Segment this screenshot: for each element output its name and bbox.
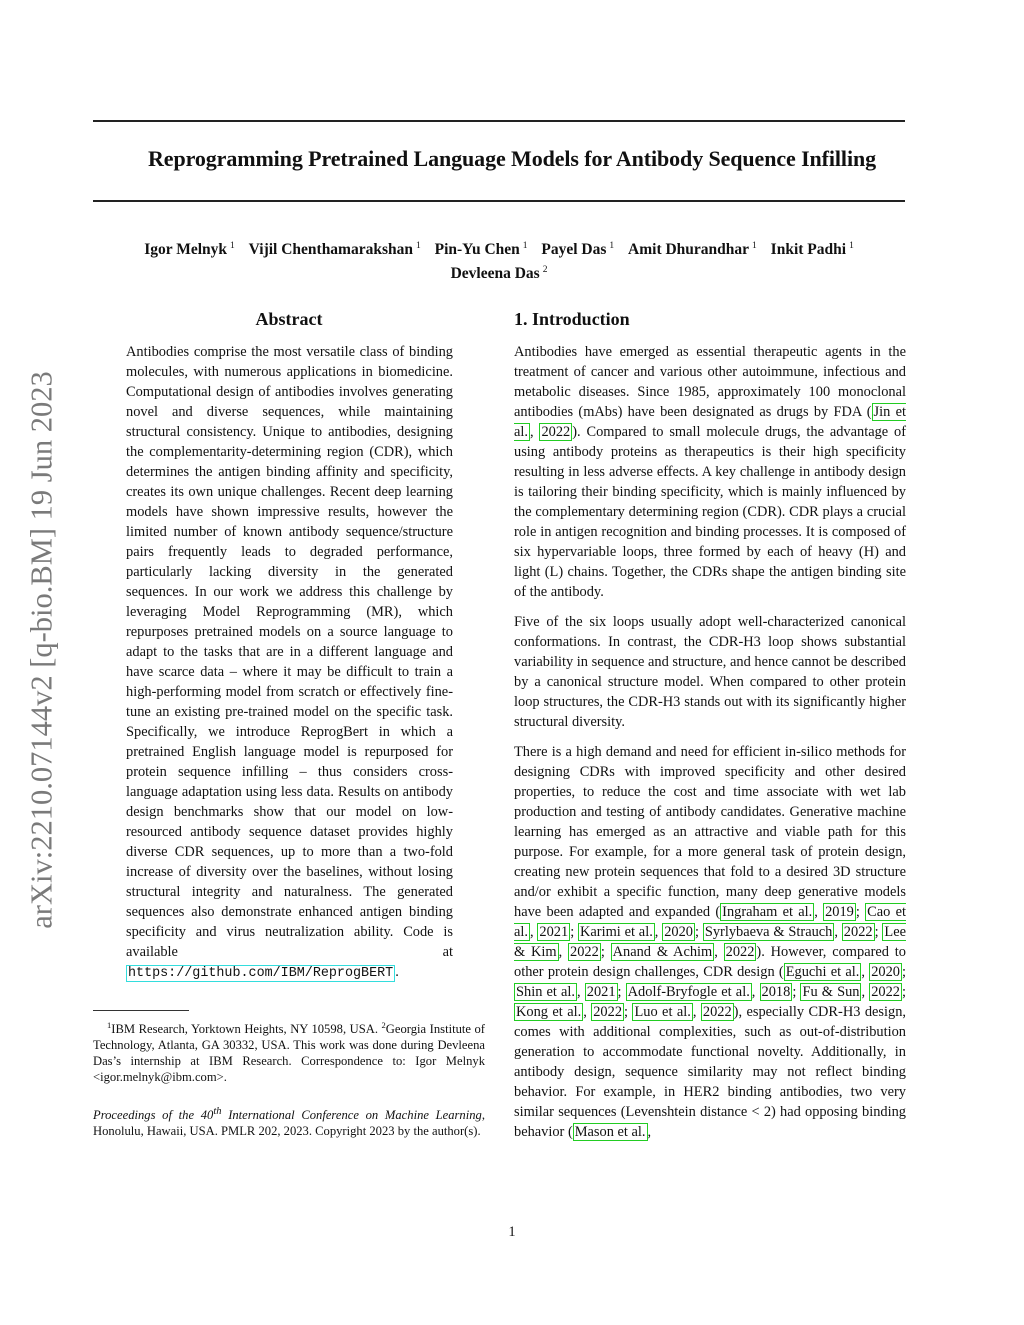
footnote-rule (93, 1010, 189, 1011)
title-bottom-rule (93, 200, 905, 202)
left-column (93, 306, 485, 1139)
intro-paragraph-3: There is a high demand and need for efficient in-silico methods for designing CDRs with improved specificity and other desired properties, to reduce the cost and time associate with wet lab production and testing of antibody candidates. Generative machine learning has emerged as an attractive and viable path for this purpose. For example, for a more general task of protein design, creating new protein sequences that fold to a desired 3D structure and/or exhibit a specific function, many deep generative models have been adapted and expanded ( Ingraham et al. , 2019 ; Cao et al. , 2021 ; Karimi et al. , 2020 ; Syrlybaeva & Strauch , 2022 ; Lee & Kim , 2022 ; Anand & Achim , 2022 ). However, compared to other protein design challenges, CDR design ( Eguchi et al. , 2020 ; Shin et al. , 2021 ; Adolf-Bryfogle et al. , 2018 ; Fu & Sun , 2022 ; Kong et al. , 2022 ; Luo et al. , 2022 ), especially CDR-H3 design, comes with additional complexities, such as out-of-distribution generation to accommodate functional novelty. Additionally, in antibody design, sequence similarity may not reflect binding behavior. For example, in HER2 binding antibodies, two very similar sequences (Levenshtein distance < 2) had opposing binding behavior ( Mason et al. , (514, 744, 907, 1140)
citation-link[interactable]: 2020 (664, 924, 693, 940)
citation-link[interactable]: Mason et al. (574, 1124, 646, 1140)
citation-link[interactable]: 2022 (541, 424, 571, 440)
author: Amit Dhurandhar $^1$ (628, 241, 757, 259)
citation-link[interactable]: Ingraham et al. (722, 904, 813, 920)
citation-link[interactable]: Anand & Achim (612, 944, 713, 960)
title-top-rule (93, 120, 905, 122)
citation-link[interactable]: Adolf-Bryfogle et al. (627, 984, 750, 1000)
citation-link[interactable]: 2019 (825, 904, 854, 920)
paper-title: Reprogramming Pretrained Language Models for Antibody Sequence Infilling (148, 146, 876, 171)
citation-link[interactable]: 2022 (871, 984, 900, 1000)
citation-link[interactable]: Lee & Kim (514, 924, 906, 960)
author: Payel Das $^1$ (541, 241, 615, 259)
proceedings-note: Proceedings of the 40th International Conference on Machine Learning, Honolulu, Hawaii, USA. PMLR 202, 2023. Copyright 2023 by the author(s). (93, 1106, 485, 1139)
arxiv-stamp: arXiv:2210.07144v2 [q-bio.BM] 19 Jun 2023 (24, 371, 59, 929)
citation-link[interactable]: Fu & Sun (802, 984, 860, 1000)
introduction-heading: 1. Introduction (514, 309, 630, 329)
intro-paragraph-1: Antibodies have emerged as essential therapeutic agents in the treatment of cancer and various other autoimmune, infectious and metabolic diseases. Since 1985, approximately 100 monoclonal antibodies (mAbs) have been designated as drugs by FDA ( Jin et al. , 2022 ). Compared to small molecule drugs, the advantage of using antibody proteins as therapeutics is their high specificity resulting in less adverse effects. A key challenge in antibody design is tailoring their binding specificity, which is mainly influenced by the complementary determining region (CDR). CDR plays a crucial role in antigen recognition and binding processes. It is composed of six hypervariable loops, three formed by each of heavy (H) and light (L) chains. Together, the CDRs shape the antigen binding site of the antibody. (514, 344, 907, 600)
affiliation-footnote: $^1$IBM Research, Yorktown Heights, NY 10598, USA. $^2$Georgia Institute of Technology, Atlanta, GA 30332, USA. This work was done during Devleena Das’s internship at IBM Research. Correspondence to: Igor Melnyk <igor.melnyk@ibm.com>. (93, 1020, 485, 1085)
citation-link[interactable]: 2020 (871, 964, 900, 980)
citation-link[interactable]: Syrlybaeva & Strauch (704, 924, 833, 940)
citation-link[interactable]: Shin et al. (516, 984, 576, 1000)
author: Igor Melnyk $^1$ (144, 241, 235, 259)
citation-link[interactable]: 2022 (843, 924, 873, 940)
intro-paragraph-2: Five of the six loops usually adopt well-characterized canonical conformations. In contrast, the CDR-H3 loop shows substantial variability in sequence and structure, and hence cannot be described by a canonical structure model. When compared to other protein loop structures, the CDR-H3 stands out with its significantly higher structural diversity. (514, 614, 906, 730)
page-number: 1 (508, 1224, 516, 1240)
author: Vijil Chenthamarakshan $^1$ (248, 241, 421, 259)
abstract-text: Antibodies comprise the most versatile class of binding molecules, with numerous applications in biomedicine. Computational design of antibodies involves generating novel and diverse sequences, while maintaining structural consistency. Unique to antibodies, designing the complementarity-determining region (CDR), which determines the antigen binding affinity and specificity, creates its own unique challenges. Recent deep learning models have shown impressive results, however the limited number of known antibody sequence/structure pairs frequently leads to degraded performance, particularly lacking diversity in the generated sequences. In our work we address this challenge by leveraging Model Reprogramming (MR), which repurposes pretrained models on a source language to adapt to the tasks that are in a different language and have scarce data – where it may be difficult to train a high-performing model from scratch or effectively fine-tune an existing pre-trained model on the specific task. Specifically, we introduce ReprogBert in which a pretrained English language model is repurposed for protein sequence infilling – thus considers cross-language adaptation using less data. Results on antibody design benchmarks show that our model on low-resourced antibody sequence dataset provides highly diverse CDR sequences, up to more than a two-fold increase of diversity over the baselines, without losing structural integrity and naturalness. The generated sequences also demonstrate enhanced antigen binding specificity and virus neutralization ability. Code is available at https://github.com/IBM/ReprogBERT . (126, 344, 453, 981)
citation-link[interactable]: 2022 (725, 944, 755, 960)
citation-link[interactable]: 2022 (570, 944, 599, 960)
citation-link[interactable]: Jin et al. (514, 404, 906, 440)
citation-link[interactable]: Cao et al. (514, 904, 906, 940)
author: Devleena Das $^2$ (450, 265, 548, 283)
abstract-heading: Abstract (255, 309, 323, 329)
citation-link[interactable]: Luo et al. (634, 1004, 691, 1020)
citation-link[interactable]: 2022 (593, 1004, 623, 1020)
author: Inkit Padhi $^1$ (770, 241, 854, 259)
right-column (514, 306, 906, 1152)
citation-link[interactable]: 2021 (539, 924, 569, 940)
citation-link[interactable]: 2018 (761, 984, 791, 1000)
citation-link[interactable]: Kong et al. (516, 1004, 582, 1020)
author: Pin-Yu Chen $^1$ (434, 241, 528, 259)
citation-link[interactable]: Karimi et al. (580, 924, 653, 940)
citation-link[interactable]: Eguchi et al. (785, 964, 860, 980)
citation-link[interactable]: 2021 (586, 984, 616, 1000)
citation-link[interactable]: 2022 (702, 1004, 732, 1020)
code-link[interactable]: https://github.com/IBM/ReprogBERT (128, 966, 394, 981)
author-list (93, 236, 905, 284)
